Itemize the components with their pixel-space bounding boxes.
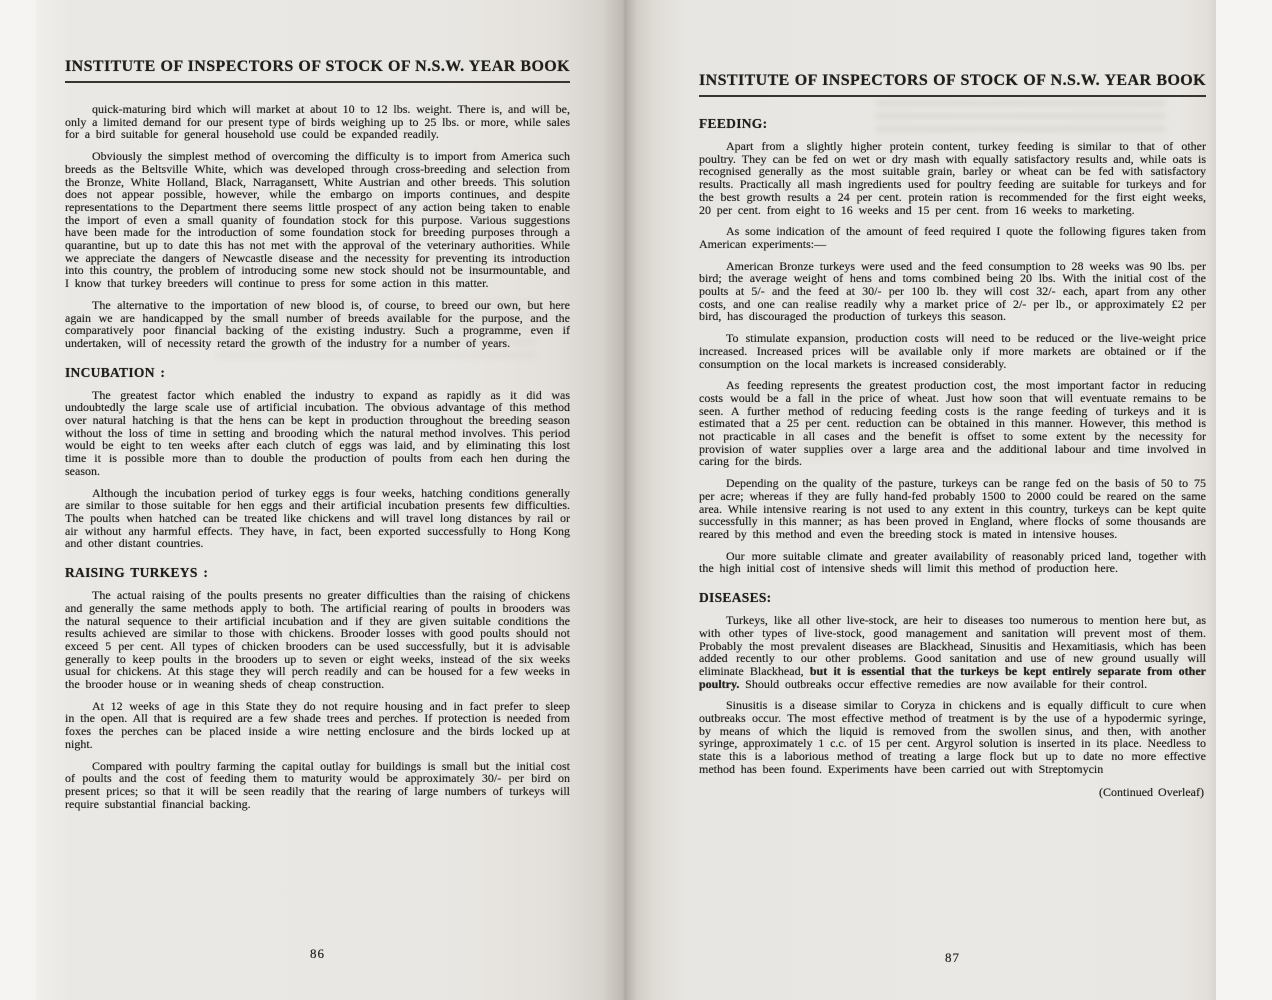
paragraph: Compared with poultry farming the capital outlay for buildings is small but the initial cost of poults and the cost of feeding them to maturity would be approximately 30/- per bird on present prices; so that it will be seen readily that the rearing of large numbers of turkeys will require substantial financial backing.: [65, 758, 570, 811]
paragraph-text: Turkeys, like all other live-stock, are heir to diseases too numerous to mention here but, as with other types of live-stock, good management and sanitation will prevent most of them. Probably the most prevalent diseases are Blackhead, Sinusitis and Hexamitiasis, which has been added recently to our other problems. Good sanitation and use of new ground usually will eliminate Blackhead,: [699, 613, 1206, 678]
page-number: 86: [310, 946, 325, 961]
page-86-content: [65, 58, 570, 819]
paragraph: As feeding represents the greatest production cost, the most important factor in reducing costs would be a fall in the price of wheat. Just how soon that will eventuate remains to be seen. A further method of reducing feeding costs is the range feeding of turkeys and it is estimated that a 25 per cent. reduction can be obtained in this manner. However, this method is not practicable in all cases and the benefit is offset to some extent by the necessity for provision of water supplies over a large area and the additional labour and time involved in caring for the birds.: [699, 378, 1206, 469]
paragraph: Although the incubation period of turkey eggs is four weeks, hatching conditions generally are similar to those suitable for hen eggs and their artificial incubation presents few difficulties. The poults when hatched can be treated like chickens and will travel long distances by rail or air without any harmful effects. They have, in fact, been exported successfully to Hong Kong and other distant countries.: [65, 485, 570, 551]
paragraph-bold-text: but it is essential that the turkeys be kept entirely separate from other poultry.: [699, 663, 1206, 691]
page-86: [36, 0, 626, 1000]
paragraph-text: Should outbreaks occur effective remedies are now available for their control.: [739, 676, 1148, 691]
paragraph: American Bronze turkeys were used and the feed consumption to 28 weeks was 90 lbs. per bird; the average weight of hens and toms combined being 20 lbs. With the initial cost of the poults at 5/- and the feed at 30/- per 100 lb. they will cost 32/- each, apart from any other costs, and one can realise readily why a market price of 2/- per lb., or approximately £2 per bird, has discouraged the production of turkeys this season.: [699, 258, 1206, 324]
paragraph: At 12 weeks of age in this State they do not require housing and in fact prefer to sleep in the open. All that is required are a few shade trees and perches. If protection is needed from foxes the perches can be placed inside a wire netting enclosure and the birds locked up at night.: [65, 698, 570, 751]
running-head: INSTITUTE OF INSPECTORS OF STOCK OF N.S.W. YEAR BOOK: [65, 58, 570, 83]
running-head: INSTITUTE OF INSPECTORS OF STOCK OF N.S.W. YEAR BOOK: [699, 72, 1206, 97]
paragraph: quick-maturing bird which will market at about 10 to 12 lbs. weight. There is, and will be, only a limited demand for our present type of birds weighing up to 25 lbs. or more, while sales for a bird suitable for general household use could be expanded readily.: [65, 102, 570, 142]
paragraph: [699, 614, 1206, 690]
page-87: [626, 0, 1216, 1000]
page-87-content: [699, 72, 1206, 800]
section-heading-incubation: INCUBATION :: [65, 364, 166, 380]
section-heading-raising-turkeys: RAISING TURKEYS :: [65, 565, 209, 581]
paragraph: As some indication of the amount of feed required I quote the following figures taken from American experiments:—: [699, 224, 1206, 251]
paragraph: Apart from a slightly higher protein content, turkey feeding is similar to that of other poultry. They can be fed on wet or dry mash with equally satisfactory results and, while oats is recognised generally as the most suitable grain, barley or wheat can be fed with satisfactory results. Practically all mash ingredients used for poultry feeding are suitable for turkeys and for the best growth results a 24 per cent. protein ration is recommended for the first eight weeks, 20 per cent. from eight to 16 weeks and 15 per cent. from 16 weeks to marketing.: [699, 139, 1206, 217]
paragraph: To stimulate expansion, production costs will need to be reduced or the live-weight price increased. Increased prices will be available only if more markets are obtained or if the consumption on the local markets is increased considerably.: [699, 331, 1206, 371]
paragraph: The alternative to the importation of new blood is, of course, to breed our own, but here again we are handicapped by the small number of breeds available for the purpose, and the comparatively poor financial backing of the existing industry. Such a programme, even if undertaken, will of necessity retard the growth of the industry for a number of years.: [65, 297, 570, 350]
continued-note: (Continued Overleaf): [1099, 784, 1204, 799]
paragraph: Obviously the simplest method of overcoming the difficulty is to import from America such breeds as the Beltsville White, which was developed through cross-breeding and selection from the Bronze, White Holland, Black, Narragansett, White Austrian and other breeds. This solution does not appear possible, however, while the embargo on imports continues, and despite representations to the Department there seems little prospect of any action being taken to enable the import of even a small quanity of foundation stock for this purpose. Various suggestions have been made for the introduction of some foundation stock for breeding purposes through a quarantine, but up to date this has not met with the approval of the veterinary authorities. While we appreciate the dangers of Newcastle disease and the necessity for preventing its introduction into this country, the problem of introducing some new stock should not be insurmountable, and I know that turkey breeders will continue to press for some action in this matter.: [65, 149, 570, 291]
paragraph: Depending on the quality of the pasture, turkeys can be range fed on the basis of 50 to 75 per acre; whereas if they are fully hand-fed probably 1500 to 2000 could be reared on the same area. While intensive rearing is not used to any extent in this country, turkeys can be kept quite successfully in this manner; as has been proved in England, where flocks of some thousands are reared by this method and even the breeding stock is mated in intensive houses.: [699, 476, 1206, 541]
paragraph: Our more suitable climate and greater availability of reasonably priced land, together with the high initial cost of intensive sheds will limit this method of production here.: [699, 548, 1206, 576]
paragraph: The actual raising of the poults presents no greater difficulties than the raising of chickens and generally the same methods apply to both. The artificial rearing of poults in brooders was the natural sequence to their artificial incubation and if they are given suitable conditions the results achieved are similar to those with chickens. Brooder losses with good poults should not exceed 5 per cent. All types of chicken brooders can be used successfully, but it is advisable generally to keep poults in the brooders up to seven or eight weeks, instead of the six weeks usual for chickens. At this stage they will perch readily and can be housed for a few weeks in the brooder house or in weaning sheds of cheap construction.: [65, 588, 570, 692]
paragraph: Sinusitis is a disease similar to Coryza in chickens and is equally difficult to cure when outbreaks occur. The most effective method of treatment is by the use of a hypodermic syringe, by means of which the liquid is removed from the swollen sinus, and then, with another syringe, approximately 1 c.c. of 15 per cent. Argyrol solution is inserted in its place. Needless to state this is a laborious method of treating a large flock but up to date no more effective method has been found. Experiments have been carried out with Streptomycin: [699, 698, 1206, 776]
section-heading-feeding: FEEDING:: [699, 116, 768, 131]
section-heading-diseases: DISEASES:: [699, 590, 772, 606]
page-number: 87: [945, 950, 960, 965]
paragraph: The greatest factor which enabled the industry to expand as rapidly as it did was undoubtedly the large scale use of artificial incubation. The obvious advantage of this method over natural hatching is that the hens can be kept in production throughout the breeding season without the loss of time in setting and brooding which the natural method involves. This period would be eight to ten weeks after each clutch of eggs was laid, and by eliminating this lost time it is possible more than to double the production of poults from each hen during the season.: [65, 387, 570, 478]
